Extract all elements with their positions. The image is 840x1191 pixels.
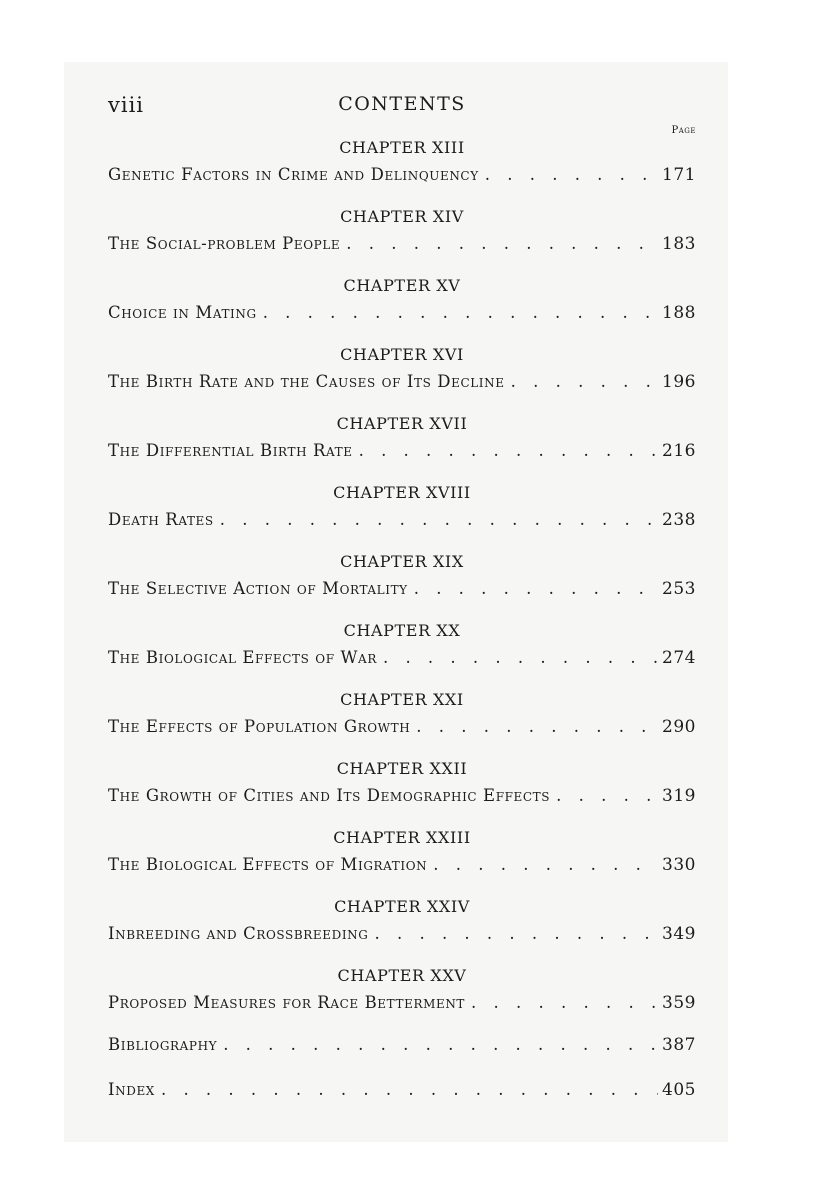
entry-title: Inbreeding and Crossbreeding	[108, 924, 369, 943]
entry-title: The Birth Rate and the Causes of Its Decline	[108, 372, 505, 391]
entry-page-number: 188	[662, 303, 696, 323]
toc-entry[interactable]	[108, 1035, 696, 1055]
chapter-label: CHAPTER XIV	[340, 207, 464, 226]
dot-leader	[416, 717, 658, 736]
toc-entry[interactable]	[108, 303, 696, 323]
toc-chapter	[108, 483, 696, 552]
dot-leader	[223, 1035, 658, 1054]
chapter-label: CHAPTER XXII	[336, 759, 468, 778]
toc-chapter	[108, 345, 696, 414]
chapter-label: CHAPTER XIX	[340, 552, 464, 571]
toc-entry[interactable]	[108, 165, 696, 185]
entry-page-number: 405	[662, 1080, 696, 1100]
entry-page-number: 349	[662, 924, 696, 944]
chapter-label: CHAPTER XXIV	[334, 897, 470, 916]
toc-chapter	[108, 414, 696, 483]
toc-chapter	[108, 621, 696, 690]
toc-backmatter-index	[108, 1080, 696, 1125]
chapter-label: CHAPTER XV	[343, 276, 461, 295]
entry-page-number: 253	[662, 579, 696, 599]
running-head	[108, 93, 696, 119]
toc-entry[interactable]	[108, 648, 696, 668]
entry-page-number: 171	[662, 165, 696, 185]
entry-title: Genetic Factors in Crime and Delinquency	[108, 165, 479, 184]
toc-entry[interactable]	[108, 1080, 696, 1100]
toc-chapter	[108, 207, 696, 276]
toc-backmatter-bibliography	[108, 1035, 696, 1080]
entry-page-number: 183	[662, 234, 696, 254]
dot-leader	[359, 441, 658, 460]
entry-title: Index	[108, 1080, 155, 1099]
entry-page-number: 290	[662, 717, 696, 737]
entry-page-number: 359	[662, 993, 696, 1013]
toc-chapter	[108, 276, 696, 345]
toc-entry[interactable]	[108, 579, 696, 599]
toc-chapter	[108, 690, 696, 759]
entry-title: The Differential Birth Rate	[108, 441, 353, 460]
page-column-label: Page	[671, 125, 696, 136]
dot-leader	[161, 1080, 658, 1099]
toc-entry[interactable]	[108, 717, 696, 737]
toc-entry[interactable]	[108, 855, 696, 875]
entry-title: The Social-problem People	[108, 234, 341, 253]
dot-leader	[471, 993, 658, 1012]
dot-leader	[263, 303, 658, 322]
toc-chapter	[108, 966, 696, 1035]
toc-chapter	[108, 759, 696, 828]
chapter-label: CHAPTER XXI	[340, 690, 464, 709]
dot-leader	[433, 855, 658, 874]
dot-leader	[511, 372, 658, 391]
entry-page-number: 387	[662, 1035, 696, 1055]
entry-title: Choice in Mating	[108, 303, 257, 322]
toc-chapter	[108, 552, 696, 621]
entry-title: The Selective Action of Mortality	[108, 579, 408, 598]
dot-leader	[374, 924, 658, 943]
contents-title: CONTENTS	[338, 93, 466, 115]
toc-entry[interactable]	[108, 924, 696, 944]
dot-leader	[556, 786, 658, 805]
entry-page-number: 319	[662, 786, 696, 806]
chapter-label: CHAPTER XVI	[340, 345, 464, 364]
toc-entry[interactable]	[108, 786, 696, 806]
chapter-label: CHAPTER XXIII	[333, 828, 471, 847]
toc-entry[interactable]	[108, 441, 696, 461]
chapter-label: CHAPTER XVIII	[333, 483, 471, 502]
table-of-contents	[108, 138, 696, 1125]
entry-page-number: 216	[662, 441, 696, 461]
dot-leader	[485, 165, 658, 184]
toc-entry[interactable]	[108, 372, 696, 392]
toc-chapter	[108, 897, 696, 966]
entry-title: The Effects of Population Growth	[108, 717, 411, 736]
chapter-label: CHAPTER XVII	[336, 414, 468, 433]
chapter-label: CHAPTER XXV	[337, 966, 467, 985]
page-folio: viii	[108, 93, 145, 117]
dot-leader	[220, 510, 658, 529]
entry-page-number: 330	[662, 855, 696, 875]
entry-title: Bibliography	[108, 1035, 218, 1054]
entry-page-number: 238	[662, 510, 696, 530]
entry-title: Death Rates	[108, 510, 214, 529]
entry-page-number: 274	[662, 648, 696, 668]
dot-leader	[346, 234, 658, 253]
toc-chapter	[108, 138, 696, 207]
dot-leader	[383, 648, 658, 667]
chapter-label: CHAPTER XX	[343, 621, 461, 640]
dot-leader	[414, 579, 658, 598]
entry-page-number: 196	[662, 372, 696, 392]
toc-entry[interactable]	[108, 510, 696, 530]
entry-title: Proposed Measures for Race Betterment	[108, 993, 466, 1012]
entry-title: The Biological Effects of Migration	[108, 855, 428, 874]
toc-entry[interactable]	[108, 993, 696, 1013]
toc-entry[interactable]	[108, 234, 696, 254]
chapter-label: CHAPTER XIII	[339, 138, 465, 157]
entry-title: The Growth of Cities and Its Demographic Effects	[108, 786, 551, 805]
entry-title: The Biological Effects of War	[108, 648, 377, 667]
toc-chapter	[108, 828, 696, 897]
